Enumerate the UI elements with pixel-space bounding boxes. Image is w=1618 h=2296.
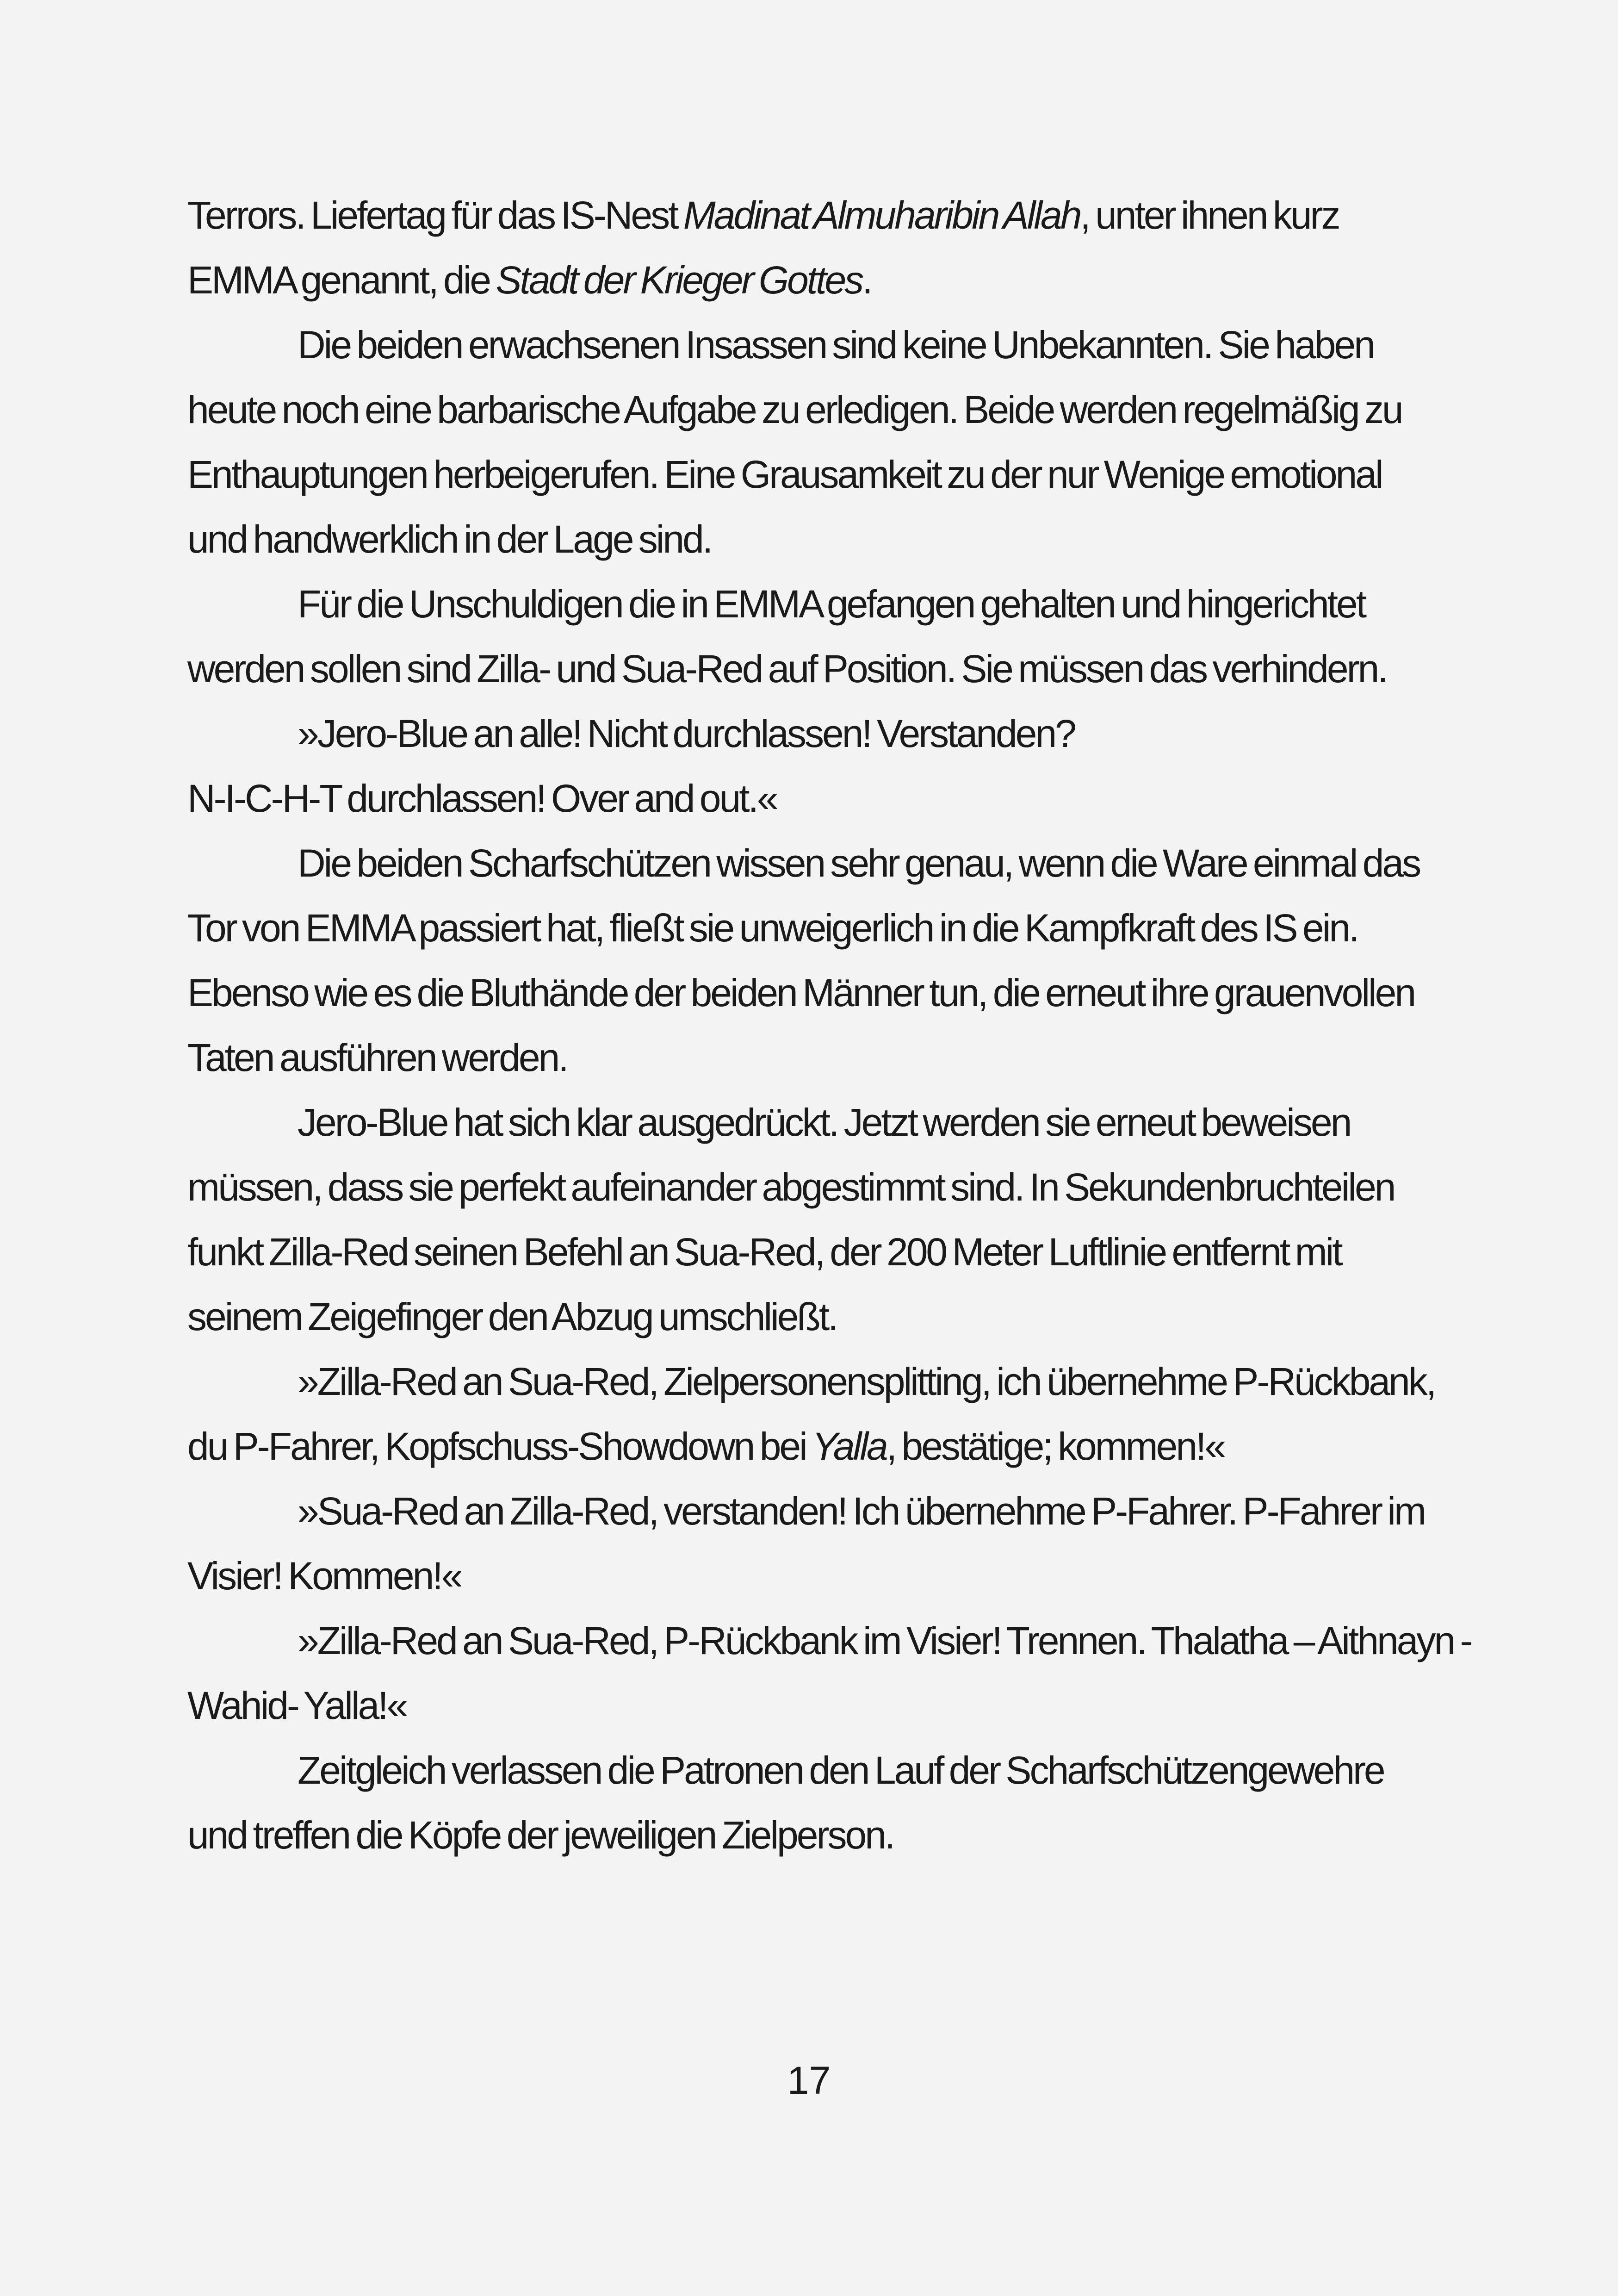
text-line: EMMA genannt, die Stadt der Krieger Gottes.: [187, 258, 871, 302]
text-line: heute noch eine barbarische Aufgabe zu erledigen. Beide werden regelmäßig zu: [187, 388, 1402, 431]
text-line: Tor von EMMA passiert hat, fließt sie unweigerlich in die Kampfkraft des IS ein.: [187, 906, 1358, 950]
text-line: müssen, dass sie perfekt aufeinander abgestimmt sind. In Sekundenbruchteilen: [187, 1165, 1395, 1209]
text-line: du P-Fahrer, Kopfschuss-Showdown bei Yalla, bestätige; kommen!«: [187, 1425, 1225, 1468]
paragraph-start: Jero-Blue hat sich klar ausgedrückt. Jetzt werden sie erneut beweisen: [298, 1101, 1351, 1144]
paragraph-start: »Jero-Blue an alle! Nicht durchlassen! Verstanden?: [298, 712, 1075, 755]
page-number: 17: [787, 2059, 831, 2102]
body-text: [187, 183, 1471, 1867]
text-line: seinem Zeigefinger den Abzug umschließt.: [187, 1295, 837, 1338]
text-line: und handwerklich in der Lage sind.: [187, 517, 712, 561]
paragraph-start: »Zilla-Red an Sua-Red, Zielpersonensplitting, ich übernehme P-Rückbank,: [298, 1360, 1435, 1403]
text-line: funkt Zilla-Red seinen Befehl an Sua-Red, der 200 Meter Luftlinie entfernt mit: [187, 1230, 1341, 1274]
paragraph-start: Die beiden erwachsenen Insassen sind keine Unbekannten. Sie haben: [298, 323, 1374, 367]
text-line: Ebenso wie es die Bluthände der beiden Männer tun, die erneut ihre grauenvollen: [187, 971, 1415, 1014]
paragraph-start: »Sua-Red an Zilla-Red, verstanden! Ich übernehme P-Fahrer. P-Fahrer im: [298, 1489, 1425, 1533]
paragraph-start: Die beiden Scharfschützen wissen sehr genau, wenn die Ware einmal das: [298, 841, 1420, 885]
text-line: und treffen die Köpfe der jeweiligen Zielperson.: [187, 1813, 894, 1857]
text-line: werden sollen sind Zilla- und Sua-Red auf Position. Sie müssen das verhindern.: [187, 647, 1387, 691]
text-line: Wahid- Yalla!«: [187, 1684, 407, 1727]
paragraph-start: Zeitgleich verlassen die Patronen den Lauf der Scharfschützengewehre: [298, 1748, 1384, 1792]
emphasis: Yalla: [812, 1425, 886, 1468]
emphasis: Stadt der Krieger Gottes: [496, 258, 862, 302]
paragraph-start: Für die Unschuldigen die in EMMA gefangen gehalten und hingerichtet: [298, 582, 1365, 626]
paragraph-start: »Zilla-Red an Sua-Red, P-Rückbank im Visier! Trennen. Thalatha – Aithnayn -: [298, 1619, 1471, 1662]
text-line: N-I-C-H-T durchlassen! Over and out.«: [187, 777, 777, 820]
text-line: Visier! Kommen!«: [187, 1554, 461, 1598]
emphasis: Madinat Almuharibin Allah: [683, 193, 1080, 237]
text-line: Taten ausführen werden.: [187, 1036, 567, 1079]
text-line: Enthauptungen herbeigerufen. Eine Grausamkeit zu der nur Wenige emotional: [187, 453, 1382, 496]
text-line: Terrors. Liefertag für das IS-Nest Madinat Almuharibin Allah, unter ihnen kurz: [187, 193, 1339, 237]
